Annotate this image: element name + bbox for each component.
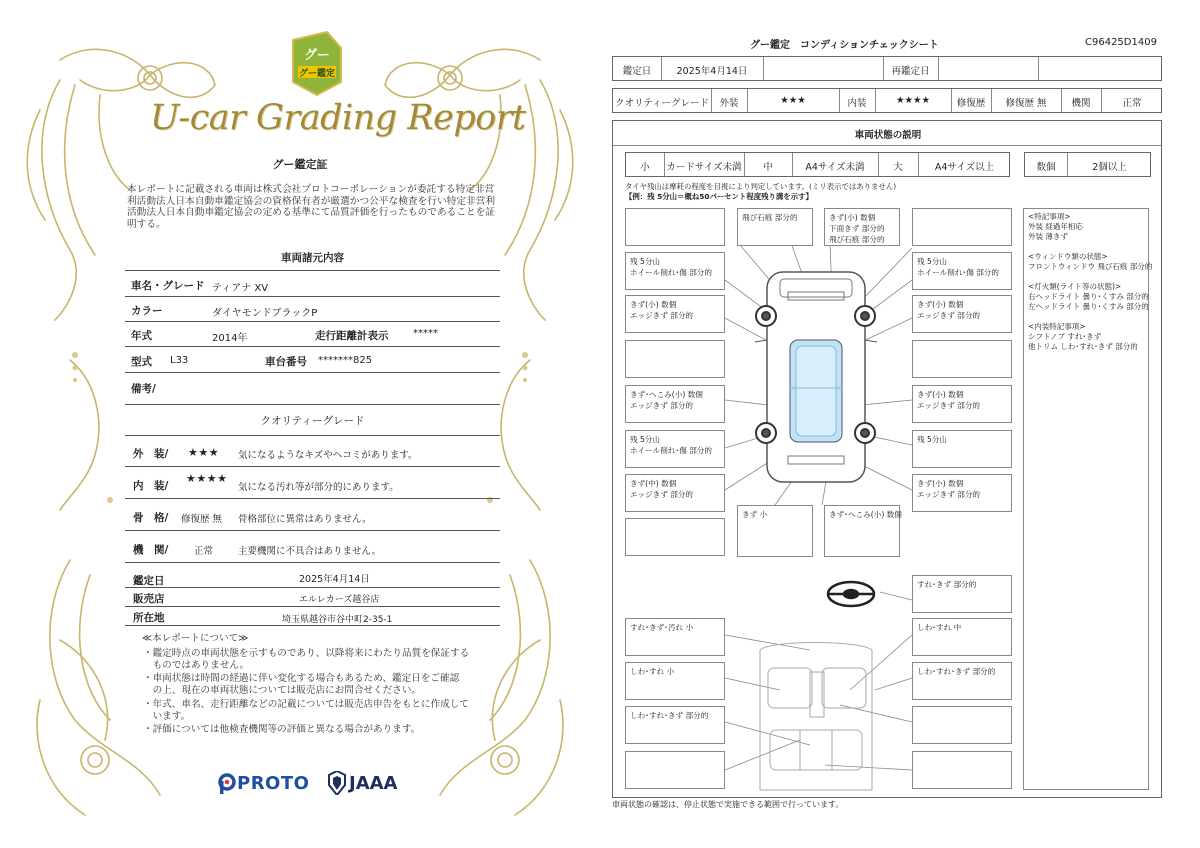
damage-box-right-rear-tire (912, 430, 1012, 468)
divider (125, 498, 500, 499)
address-value: 埼玉県越谷市谷中町2-35-1 (282, 615, 393, 625)
reinspection-date-label: 再鑑定日 (891, 66, 930, 77)
damage-box-front-left (737, 208, 813, 246)
exterior-label: 外装 (719, 98, 739, 109)
remarks-label: 備考/ (131, 383, 156, 395)
divider (125, 562, 500, 563)
divider (125, 270, 500, 271)
interior-label: 内装 (847, 98, 867, 109)
engine-value: 正常 (194, 546, 214, 557)
proto-logo-text: PROTO (237, 773, 310, 794)
damage-text: 飛び石痕 部分的 (742, 213, 798, 222)
interior-stars: ★★★★ (895, 95, 931, 106)
quality-grade-label: クオリティーグレード (614, 98, 710, 109)
damage-box-rear-right (824, 505, 900, 557)
repair-history-label: 修復歴 (956, 98, 986, 109)
divider (125, 466, 500, 467)
color-value: ダイヤモンドブラックP (212, 308, 318, 319)
frame-desc: 骨格部位に異常はありません。 (238, 514, 372, 525)
mileage-label: 走行距離計表示 (315, 330, 389, 342)
damage-box-blank (625, 518, 725, 556)
damage-box-right-rear-door (912, 385, 1012, 423)
damage-text: 残 5分山 (917, 435, 948, 444)
damage-text: きず(小) 数個 エッジきず 部分的 (630, 300, 694, 320)
divider (125, 625, 500, 626)
damage-box-left-rear-fender (625, 474, 725, 512)
damage-text: きず(小) 数個 エッジきず 部分的 (917, 390, 981, 410)
size-mid-label: 中 (763, 162, 773, 173)
divider (125, 321, 500, 322)
note-line: の上、現在の車両状態については販売店にお問合せください。 (143, 685, 422, 696)
repair-history-value: 修復歴 無 (1005, 98, 1047, 109)
damage-box-right-rear-fender (912, 474, 1012, 512)
count-label: 数個 (1036, 162, 1056, 173)
damage-text: きず(小) 数個 エッジきず 部分的 (917, 300, 981, 320)
damage-box-left-front-fender (625, 295, 725, 333)
engine-label: 機 関/ (133, 544, 169, 556)
condition-check-sheet (600, 0, 1200, 848)
damage-box-interior-front-left (625, 618, 725, 656)
note-line: ・車両状態は時間の経過に伴い変化する場合もあるため、鑑定日をご確認 (143, 673, 460, 684)
certificate-intro: 本レポートに記載される車両は株式会社プロトコーポレーションが委託する特定非営利活動法人日本自動車鑑定協会の資格保有者が厳選かつ公平な検査を行い特定非営利活動法人日本自動車鑑定協会の定める基準にて品質評価を行ったものであることを証明する。 (127, 184, 496, 230)
chassis-value: *******825 (318, 355, 373, 366)
tire-note: タイヤ残山は摩耗の程度を目視により判定しています。(ミリ表示ではありません) (625, 182, 897, 191)
report-title: U-car Grading Report (150, 98, 526, 138)
engine-value: 正常 (1122, 98, 1142, 109)
steering-wheel-icon (828, 582, 874, 606)
special-notes-panel (1023, 208, 1153, 790)
car-top-view (755, 272, 877, 482)
damage-text: 残 5分山 ホイール削れ･傷 部分的 (917, 257, 999, 277)
engine-desc: 主要機関に不具合はありません。 (238, 546, 382, 557)
damage-text: きず(小) 数個 下面きず 部分的 飛び石痕 部分的 (829, 213, 885, 244)
damage-text: すれ･きず 部分的 (917, 580, 977, 589)
proto-logo-icon (217, 772, 237, 794)
color-label: カラー (131, 305, 163, 317)
damage-text: しわ･すれ 中 (917, 623, 962, 632)
exterior-stars: ★★★ (780, 95, 806, 106)
dealer-label: 販売店 (133, 593, 165, 605)
tire-example-note: 【例：残 5分山＝概ね50パーセント程度残り溝を示す】 (625, 192, 813, 201)
note-line: ・鑑定時点の車両状態を示すものであり、以降将来にわたり品質を保証する (143, 648, 470, 659)
sheet-footer-note: 車両状態の確認は、停止状態で実施できる範囲で行っています。 (612, 800, 844, 809)
damage-box-blank (625, 340, 725, 378)
interior-label: 内 装/ (133, 480, 169, 492)
model-value: L33 (170, 355, 189, 366)
damage-box-right-front-fender (912, 295, 1012, 333)
chassis-label: 車台番号 (265, 356, 307, 368)
frame-value: 修復歴 無 (181, 514, 223, 525)
divider (125, 435, 500, 436)
inspection-date-value: 2025年4月14日 (676, 66, 748, 77)
damage-text: きず(小) 数個 エッジきず 部分的 (917, 479, 981, 499)
vehicle-state-title: 車両状態の説明 (854, 130, 922, 141)
damage-box-blank (625, 208, 725, 246)
exterior-label: 外 装/ (133, 448, 169, 460)
frame-label: 骨 格/ (133, 512, 169, 524)
damage-box-rear-left (737, 505, 813, 557)
divider (125, 372, 500, 373)
damage-text: きず 小 (742, 510, 768, 519)
damage-box-right-front-tire (912, 252, 1012, 290)
damage-text: きず(中) 数個 エッジきず 部分的 (630, 479, 694, 499)
year-label: 年式 (131, 330, 152, 342)
damage-text: 残 5分山 ホイール削れ･傷 部分的 (630, 435, 712, 455)
footer-logos (215, 770, 415, 800)
damage-box-blank (625, 751, 725, 789)
damage-box-interior-mid-right (912, 662, 1012, 700)
damage-box-blank (912, 751, 1012, 789)
inspection-date-label: 鑑定日 (622, 66, 652, 77)
interior-stars: ★★★★ (186, 472, 228, 485)
damage-text: きず･へこみ(小) 数個 エッジきず 部分的 (630, 390, 703, 410)
divider (125, 587, 500, 588)
address-label: 所在地 (133, 612, 165, 624)
count-value: 2個以上 (1092, 162, 1127, 173)
notes-text: <特記事項> 外装 経過年相応 外装 薄きず <ウィンドウ類の状態> フロントウィンドウ 飛び石痕 部分的 <灯火類(ライト等の状態)> 右ヘッドライト 曇り･くすみ 部分的 左ヘッドライト 曇り･くすみ 部分的 <内装特記事項> シフトノブ すれ･きず 他トリム しわ･すれ･きず 部分的 (1028, 212, 1153, 351)
damage-box-left-rear-door (625, 385, 725, 423)
certificate-subtitle: グー鑑定証 (272, 158, 328, 171)
damage-text: 残 5分山 ホイール削れ･傷 部分的 (630, 257, 712, 277)
size-small-label: 小 (640, 162, 650, 173)
specs-title: 車両諸元内容 (281, 252, 344, 264)
damage-box-blank (912, 340, 1012, 378)
grade-title: クオリティーグレード (260, 415, 365, 427)
dealer-value: エルレカーズ越谷店 (299, 595, 380, 605)
note-line: ・評価については他検査機関等の評価と異なる場合があります。 (143, 724, 421, 735)
damage-text: しわ･すれ･きず 部分的 (630, 711, 709, 720)
damage-text: しわ･すれ 小 (630, 667, 675, 676)
damage-box-interior-front-right (912, 618, 1012, 656)
damage-box-steering (912, 575, 1012, 613)
divider (125, 606, 500, 607)
size-large-label: 大 (893, 162, 903, 173)
interior-top-view (760, 643, 872, 791)
interior-desc: 気になる汚れ等が部分的にあります。 (238, 482, 399, 493)
damage-text: すれ･きず･汚れ 小 (630, 623, 694, 632)
size-large-desc: A4サイズ以上 (934, 162, 995, 173)
damage-box-interior-mid-left (625, 662, 725, 700)
badge-sub-label: グー鑑定 (298, 69, 335, 79)
goo-badge (293, 32, 341, 95)
damage-box-left-rear-tire (625, 430, 725, 468)
mileage-value: ***** (413, 328, 438, 339)
size-small-desc: カードサイズ未満 (666, 162, 742, 173)
exterior-desc: 気になるようなキズやヘコミがあります。 (238, 450, 418, 461)
size-mid-desc: A4サイズ未満 (805, 162, 865, 173)
year-value: 2014年 (212, 333, 248, 344)
document-id: C96425D1409 (1085, 37, 1157, 48)
damage-box-blank (912, 706, 1012, 744)
divider (125, 404, 500, 405)
car-name-value: ティアナ XV (212, 283, 269, 294)
note-line: います。 (143, 711, 191, 722)
divider (125, 346, 500, 347)
note-line: ものではありません。 (143, 660, 250, 671)
damage-text: きず･へこみ(小) 数個 (829, 510, 902, 519)
date-value: 2025年4月14日 (299, 574, 370, 585)
damage-box-blank (912, 208, 1012, 246)
divider (125, 296, 500, 297)
sheet-title: グー鑑定 コンディションチェックシート (750, 40, 939, 51)
date-label: 鑑定日 (133, 575, 165, 587)
note-line: ・年式、車名、走行距離などの記載については販売店申告をもとに作成して (143, 699, 469, 710)
divider (125, 530, 500, 531)
damage-text: しわ･すれ･きず 部分的 (917, 667, 996, 676)
jaaa-logo-icon (327, 771, 347, 795)
notes-title: ≪本レポートについて≫ (142, 633, 249, 644)
jaaa-logo-text: JAAA (349, 773, 398, 794)
damage-box-interior-rear-left (625, 706, 725, 744)
car-name-label: 車名・グレード (131, 280, 205, 292)
model-label: 型式 (131, 356, 152, 368)
damage-box-front-right (824, 208, 900, 246)
damage-box-left-front-tire (625, 252, 725, 290)
badge-label: グー (303, 48, 330, 63)
exterior-stars: ★★★ (188, 446, 220, 459)
engine-label: 機関 (1071, 98, 1091, 109)
